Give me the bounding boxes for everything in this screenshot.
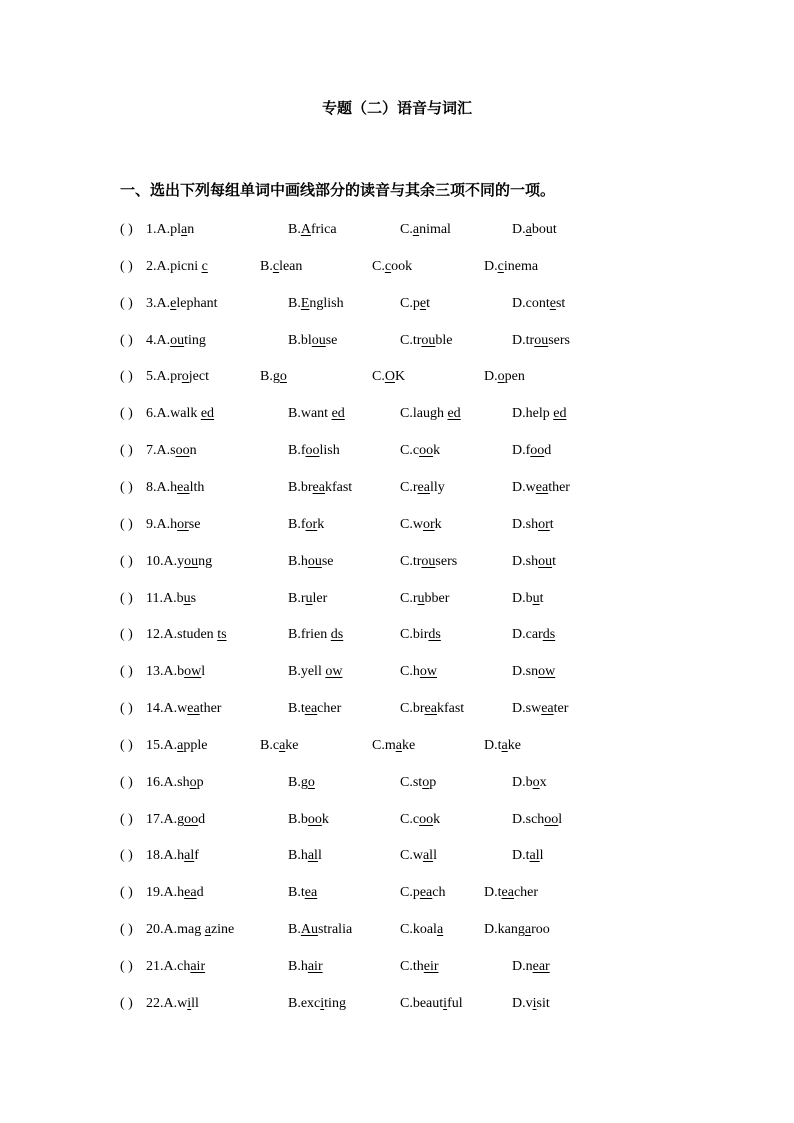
underlined-letters: ou [170,332,185,348]
underlined-letters: eir [423,959,439,974]
option-c: C.cook [372,258,413,274]
option-b: B.English [288,295,344,311]
option-c: C.breakfast [400,701,465,717]
underlined-letters: a [501,737,508,753]
option-b: B.hair [288,959,323,974]
underlined-letters: ea [419,885,433,901]
underlined-letters: oo [307,811,322,827]
underlined-letters: ea [417,479,430,495]
underlined-letters: ou [421,553,436,569]
underlined-letters: oo [530,443,545,459]
underlined-letters: ea [535,479,549,495]
option-d: D.open [484,369,525,385]
option-d: D.school [512,811,563,827]
section-heading: 一、选出下列每组单词中画线部分的读音与其余三项不同的一项。 [120,183,556,199]
underlined-letters: o [422,774,430,790]
option-a: 9.A.horse [146,516,201,532]
underlined-letters: oo [544,811,559,827]
answer-blank[interactable]: ( ) [120,443,133,459]
option-c: C.how [400,664,437,680]
option-d: D.kangaroo [484,922,550,938]
option-c: C.cook [400,811,441,827]
underlined-letters: o [181,369,189,385]
option-d: D.cinema [484,258,539,274]
underlined-letters: ea [541,701,554,717]
answer-blank[interactable]: ( ) [120,258,133,274]
underlined-letters: c [384,258,392,274]
underlined-letters: c [272,258,280,274]
option-a: 20.A.mag azine [146,922,235,938]
option-c: C.cook [400,443,441,459]
underlined-letters: ow [538,664,556,680]
underlined-letters: a [279,737,286,753]
option-a: 6.A.walk ed [146,406,215,422]
option-b: B.clean [260,258,303,274]
option-c: C.beautiful [400,995,463,1011]
option-c: C.animal [400,222,451,237]
option-a: 11.A.bus [146,590,197,606]
option-a: 10.A.young [146,553,213,569]
underlined-letters: oo [175,443,190,459]
underlined-letters: ed [331,406,345,422]
option-c: C.wall [400,848,437,864]
underlined-letters: o [532,774,540,790]
answer-blank[interactable]: ( ) [120,406,133,422]
option-d: D.but [512,590,544,606]
option-a: 15.A.apple [146,737,208,753]
option-d: D.food [512,443,552,459]
option-b: B.blouse [288,332,338,348]
underlined-letters: ds [542,627,556,643]
page-title: 专题（二）语音与词汇 [321,101,472,117]
underlined-letters: ou [538,553,553,569]
underlined-letters: ea [304,701,318,717]
option-b: B.fork [288,516,325,532]
option-a: 17.A.good [146,811,206,827]
underlined-letters: ea [501,885,514,901]
underlined-letters: ou [184,553,199,569]
option-c: C.pet [400,295,430,311]
option-c: C.rubber [400,590,450,606]
option-c: C.make [372,737,416,753]
underlined-letters: a [181,222,188,237]
option-d: D.contest [512,295,566,311]
option-c: C.OK [372,369,406,385]
underlined-letters: al [529,848,540,864]
underlined-letters: o [497,369,505,385]
option-d: D.shout [512,553,556,569]
underlined-letters: a [395,737,402,753]
option-d: D.tall [512,848,544,864]
answer-blank[interactable]: ( ) [120,811,133,827]
underlined-letters: ed [200,406,215,422]
option-d: D.sweater [512,701,569,717]
option-a: 22.A.will [146,995,199,1011]
underlined-letters: e [419,295,427,311]
underlined-letters: i [532,995,537,1011]
underlined-letters: oo [419,811,434,827]
option-b: B.Africa [288,222,337,237]
option-d: D.weather [512,479,570,495]
option-b: B.go [260,369,287,385]
underlined-letters: u [417,590,425,606]
answer-blank[interactable]: ( ) [120,737,133,753]
underlined-letters: ea [304,885,318,901]
underlined-letters: ds [428,627,441,643]
underlined-letters: ou [311,332,326,348]
option-b: B.breakfast [288,479,353,495]
answer-blank[interactable]: ( ) [120,885,133,901]
underlined-letters: ou [307,553,322,569]
underlined-letters: a [436,922,444,938]
option-d: D.teacher [484,885,539,901]
underlined-letters: a [524,922,532,938]
option-a: 4.A.outing [146,332,206,348]
option-a: 7.A.soon [146,443,197,459]
answer-blank[interactable]: ( ) [120,516,133,532]
underlined-letters: or [305,516,318,532]
option-a: 1.A.plan [146,222,195,237]
answer-blank[interactable]: ( ) [120,479,133,495]
underlined-letters: ow [325,664,343,680]
option-b: B.teacher [288,701,342,717]
underlined-letters: ou [534,332,549,348]
option-a: 14.A.weather [146,701,222,717]
underlined-letters: e [549,295,556,311]
underlined-letters: ow [184,664,202,680]
answer-blank[interactable]: ( ) [120,590,133,606]
underlined-letters: air [190,959,206,974]
option-b: B.Australia [288,922,353,938]
option-a: 5.A.project [146,369,210,385]
underlined-letters: air [307,959,323,974]
option-c: C.their [400,959,439,974]
answer-blank[interactable]: ( ) [120,295,133,311]
underlined-letters: ed [553,406,567,422]
option-a: 12.A.studen ts [146,627,227,643]
option-c: C.koala [400,922,444,938]
option-a: 16.A.shop [146,774,204,790]
answer-blank[interactable]: ( ) [120,922,133,938]
underlined-letters: i [320,995,325,1011]
option-a: 2.A.picni c [146,258,208,274]
option-c: C.laugh ed [400,406,461,422]
option-d: D.trousers [512,332,570,348]
underlined-letters: i [187,995,192,1011]
underlined-letters: o [307,774,315,790]
option-a: 3.A.elephant [146,295,218,311]
option-b: B.exciting [288,995,346,1011]
underlined-letters: i [443,995,448,1011]
underlined-letters: a [204,922,211,938]
answer-blank[interactable]: ( ) [120,332,133,348]
option-d: D.take [484,737,521,753]
option-b: B.yell ow [288,664,343,680]
option-c: C.really [400,479,445,495]
option-b: B.foolish [288,443,340,459]
option-b: B.cake [260,737,299,753]
option-c: C.trousers [400,553,458,569]
option-c: C.trouble [400,332,453,348]
underlined-letters: ea [187,701,200,717]
underlined-letters: or [422,516,435,532]
answer-blank[interactable]: ( ) [120,774,133,790]
option-a: 13.A.bowl [146,664,206,680]
option-d: D.visit [512,995,550,1011]
underlined-letters: oo [184,811,199,827]
underlined-letters: A [300,222,311,237]
option-b: B.frien ds [288,627,344,643]
underlined-letters: al [307,848,318,864]
underlined-letters: al [184,848,195,864]
option-c: C.peach [400,885,446,901]
option-d: D.cards [512,627,556,643]
option-b: B.book [288,811,329,827]
option-c: C.birds [400,627,441,643]
underlined-letters: O [384,369,395,385]
underlined-letters: ow [419,664,437,680]
option-b: B.house [288,553,334,569]
underlined-letters: E [300,295,310,311]
answer-blank[interactable]: ( ) [120,959,133,974]
underlined-letters: ea [177,479,190,495]
option-c: C.stop [400,774,437,790]
underlined-letters: or [177,516,189,532]
underlined-letters: ea [312,479,325,495]
option-a: 21.A.chair [146,959,206,974]
option-a: 18.A.half [146,848,199,864]
option-d: D.snow [512,664,556,680]
underlined-letters: o [189,774,197,790]
underlined-letters: c [497,258,504,274]
answer-blank[interactable]: ( ) [120,848,133,864]
underlined-letters: u [183,590,191,606]
option-b: B.hall [288,848,322,864]
underlined-letters: ea [184,885,197,901]
option-b: B.want ed [288,406,345,422]
answer-blank[interactable]: ( ) [120,995,133,1011]
answer-blank[interactable]: ( ) [120,664,133,680]
answer-blank[interactable]: ( ) [120,553,133,569]
option-d: D.about [512,222,557,237]
answer-blank[interactable]: ( ) [120,627,133,643]
underlined-letters: o [279,369,287,385]
underlined-letters: a [525,222,532,237]
underlined-letters: ear [532,959,550,974]
option-c: C.work [400,516,442,532]
underlined-letters: ts [217,627,227,643]
underlined-letters: a [177,737,184,753]
answer-blank[interactable]: ( ) [120,222,133,237]
option-a: 8.A.health [146,479,205,495]
underlined-letters: ea [424,701,437,717]
underlined-letters: a [412,222,420,237]
option-a: 19.A.head [146,885,204,901]
underlined-letters: al [422,848,434,864]
underlined-letters: oo [305,443,320,459]
underlined-letters: Au [300,922,318,938]
underlined-letters: ed [447,406,461,422]
option-b: B.ruler [288,590,328,606]
answer-blank[interactable]: ( ) [120,701,133,717]
underlined-letters: c [201,258,208,274]
underlined-letters: or [538,516,550,532]
option-b: B.tea [288,885,318,901]
option-d: D.short [512,516,554,532]
underlined-letters: e [170,295,177,311]
option-d: D.near [512,959,550,974]
underlined-letters: oo [419,443,434,459]
option-d: D.help ed [512,406,567,422]
option-d: D.box [512,774,547,790]
underlined-letters: u [532,590,540,606]
underlined-letters: u [305,590,313,606]
underlined-letters: ou [421,332,436,348]
option-b: B.go [288,774,315,790]
underlined-letters: ds [330,627,344,643]
answer-blank[interactable]: ( ) [120,369,133,385]
